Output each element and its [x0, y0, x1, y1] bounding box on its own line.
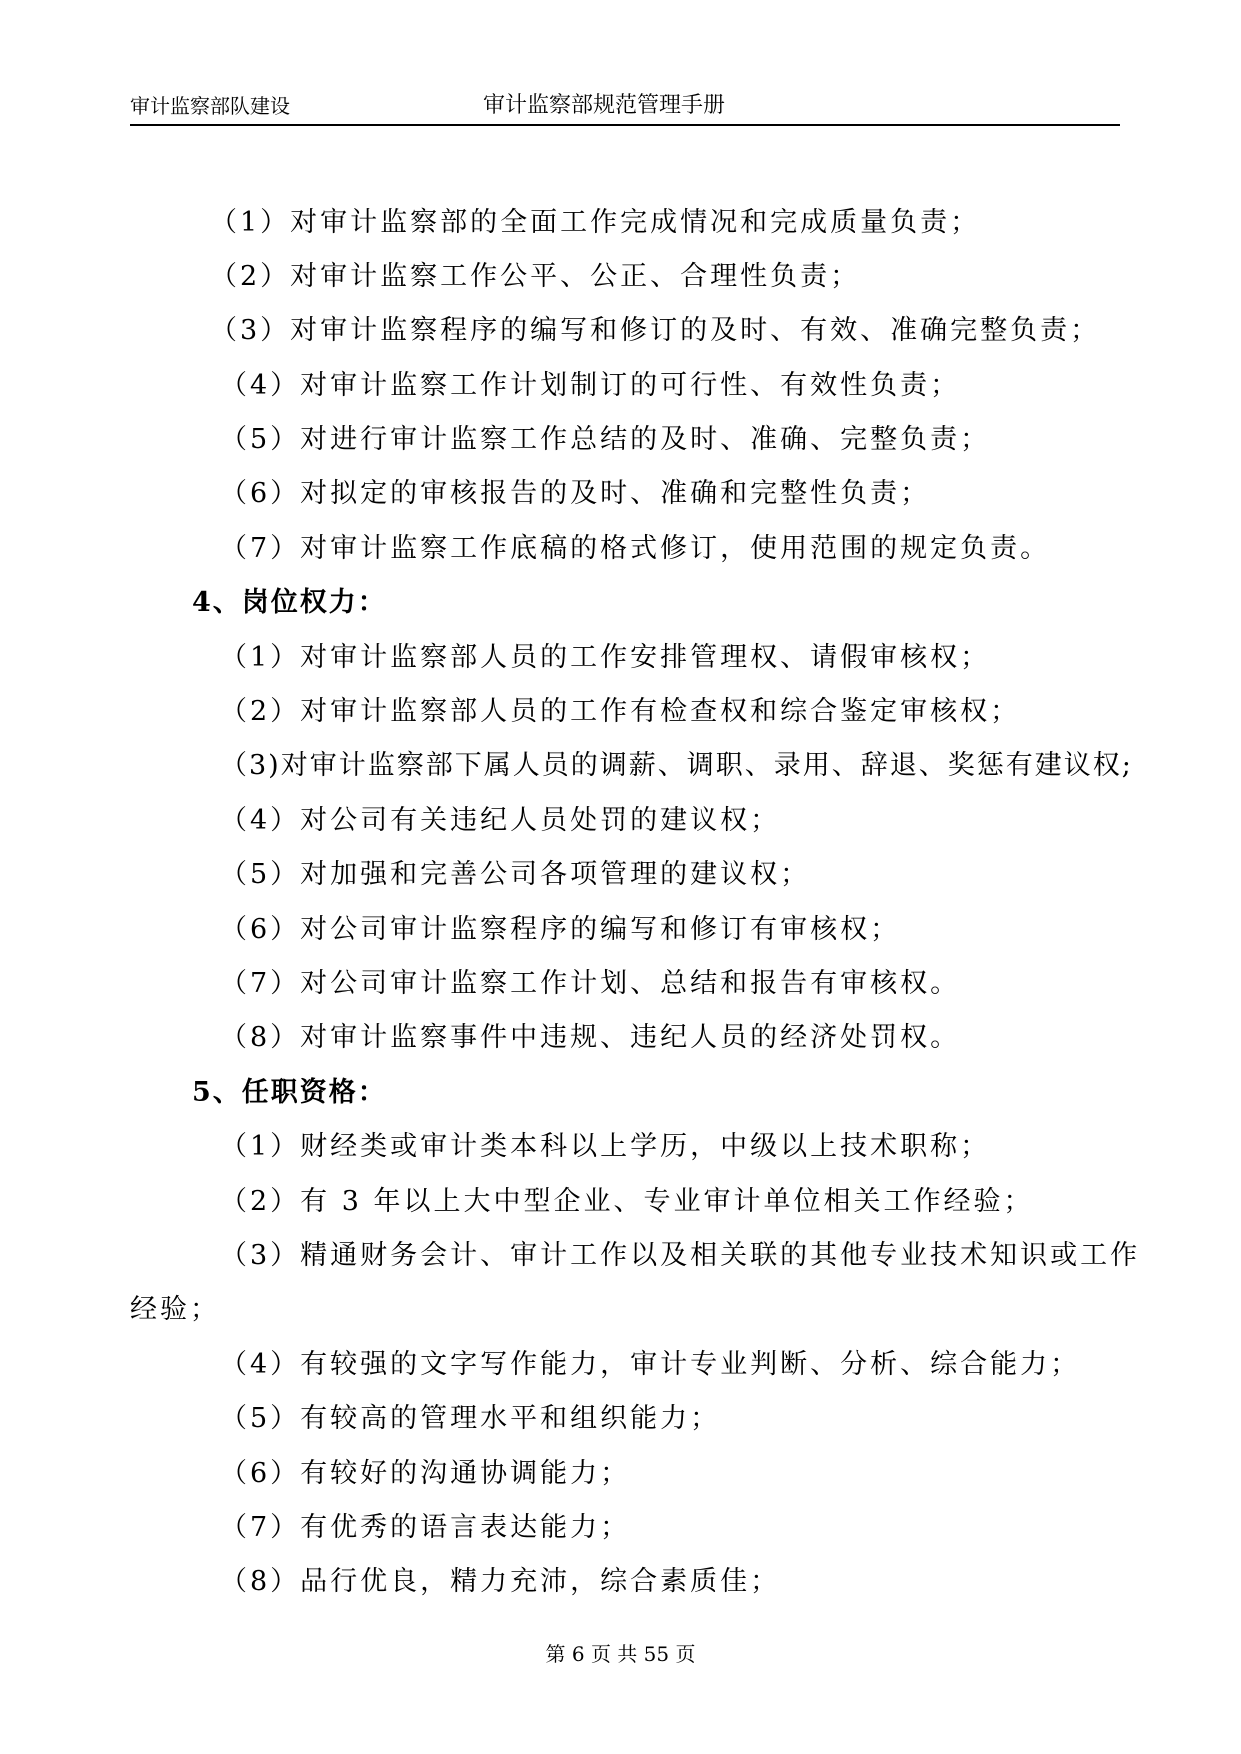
- authority-item-3: （3)对审计监察部下属人员的调薪、调职、录用、辞退、奖惩有建议权;: [220, 750, 1133, 781]
- header-document-title: 审计监察部规范管理手册: [483, 93, 726, 118]
- authority-item-5: （5）对加强和完善公司各项管理的建议权；: [220, 859, 811, 890]
- section-heading-qualifications: 5、任职资格：: [192, 1077, 387, 1108]
- page-header: [130, 84, 1120, 126]
- authority-item-4: （4）对公司有关违纪人员处罚的建议权；: [220, 805, 781, 836]
- page-number: 第 6 页 共 55 页: [545, 1642, 696, 1666]
- qualification-item-3-continued: 经验；: [130, 1294, 220, 1325]
- duty-item-5: （5）对进行审计监察工作总结的及时、准确、完整负责；: [220, 424, 991, 455]
- duty-item-4: （4）对审计监察工作计划制订的可行性、有效性负责；: [220, 370, 961, 401]
- qualification-item-4: （4）有较强的文字写作能力，审计专业判断、分析、综合能力；: [220, 1349, 1081, 1380]
- header-section-title: 审计监察部队建设: [130, 94, 290, 118]
- duty-item-7: （7）对审计监察工作底稿的格式修订，使用范围的规定负责。: [220, 533, 1051, 564]
- qualification-item-5: （5）有较高的管理水平和组织能力；: [220, 1403, 721, 1434]
- duty-item-1: （1）对审计监察部的全面工作完成情况和完成质量负责；: [210, 207, 981, 238]
- qualification-item-8: （8）品行优良，精力充沛，综合素质佳；: [220, 1566, 781, 1597]
- qualification-item-7: （7）有优秀的语言表达能力；: [220, 1512, 631, 1543]
- authority-item-6: （6）对公司审计监察程序的编写和修订有审核权；: [220, 914, 901, 945]
- authority-item-2: （2）对审计监察部人员的工作有检查权和综合鉴定审核权；: [220, 696, 1021, 727]
- qualification-item-3: （3）精通财务会计、审计工作以及相关联的其他专业技术知识或工作: [220, 1240, 1141, 1271]
- duty-item-6: （6）对拟定的审核报告的及时、准确和完整性负责；: [220, 478, 931, 509]
- qualification-item-2: （2）有 3 年以上大中型企业、专业审计单位相关工作经验；: [220, 1186, 1034, 1217]
- authority-item-7: （7）对公司审计监察工作计划、总结和报告有审核权。: [220, 968, 961, 999]
- section-heading-authority: 4、岗位权力：: [192, 587, 387, 618]
- authority-item-1: （1）对审计监察部人员的工作安排管理权、请假审核权；: [220, 642, 991, 673]
- duty-item-3: （3）对审计监察程序的编写和修订的及时、有效、准确完整负责；: [210, 315, 1101, 346]
- authority-item-8: （8）对审计监察事件中违规、违纪人员的经济处罚权。: [220, 1022, 961, 1053]
- qualification-item-1: （1）财经类或审计类本科以上学历，中级以上技术职称；: [220, 1131, 991, 1162]
- qualification-item-6: （6）有较好的沟通协调能力；: [220, 1458, 631, 1489]
- duty-item-2: （2）对审计监察工作公平、公正、合理性负责；: [210, 261, 861, 292]
